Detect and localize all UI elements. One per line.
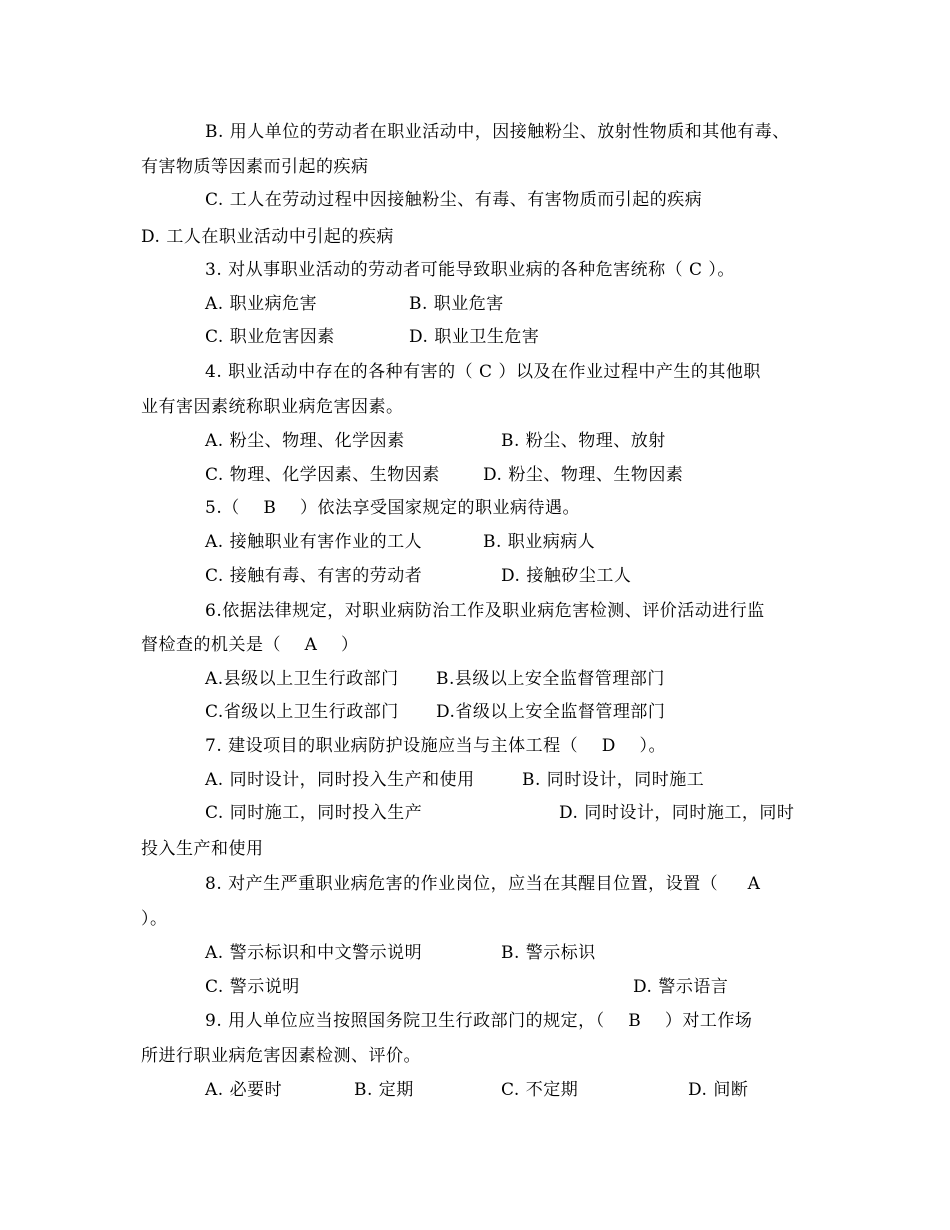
q9-question-line1: 9. 用人单位应当按照国务院卫生行政部门的规定，（ B ）对工作场 [205,1011,753,1031]
q3-option-c: C. 职业危害因素 [205,327,335,347]
q5-option-a: A. 接触职业有害作业的工人 [205,532,423,552]
q4-question-line2: 业有害因素统称职业病危害因素。 [141,397,404,417]
q8-question-line1: 8. 对产生严重职业病危害的作业岗位，应当在其醒目位置，设置（ A [205,874,761,894]
q7-question: 7. 建设项目的职业病防护设施应当与主体工程（ D ）。 [205,736,666,756]
q5-question: 5.（ B ）依法享受国家规定的职业病待遇。 [205,498,580,518]
q8-option-d: D. 警示语言 [633,977,729,997]
q4-option-b: B. 粉尘、物理、放射 [501,431,666,451]
q4-option-a: A. 粉尘、物理、化学因素 [205,431,405,451]
q7-option-a: A. 同时设计，同时投入生产和使用 [205,770,475,790]
q5-option-c: C. 接触有毒、有害的劳动者 [205,566,423,586]
q5-option-d: D. 接触矽尘工人 [501,566,632,586]
q6-option-b: B.县级以上安全监督管理部门 [436,669,665,689]
q6-option-a: A.县级以上卫生行政部门 [205,669,399,689]
q8-option-b: B. 警示标识 [501,943,596,963]
q6-question-line2: 督检查的机关是（ A ） [141,635,359,655]
q8-option-a: A. 警示标识和中文警示说明 [205,943,423,963]
q9-question-line2: 所进行职业病危害因素检测、评价。 [141,1046,421,1066]
q3-option-a: A. 职业病危害 [205,294,318,314]
q9-option-c: C. 不定期 [501,1080,579,1100]
q7-option-d-line2: 投入生产和使用 [141,839,264,859]
q4-option-d: D. 粉尘、物理、生物因素 [483,465,684,485]
q4-option-c: C. 物理、化学因素、生物因素 [205,465,440,485]
q7-option-b: B. 同时设计，同时施工 [522,770,705,790]
q8-option-c: C. 警示说明 [205,977,300,997]
q3-option-b: B. 职业危害 [409,294,504,314]
q7-option-d-line1: D. 同时设计，同时施工，同时 [559,803,795,823]
q5-option-b: B. 职业病病人 [483,532,596,552]
q2-option-c: C. 工人在劳动过程中因接触粉尘、有毒、有害物质而引起的疾病 [205,190,703,210]
q8-question-line2: ）。 [141,909,168,929]
q4-question-line1: 4. 职业活动中存在的各种有害的（ C ）以及在作业过程中产生的其他职 [205,362,761,382]
q2-option-b-line1: B. 用人单位的劳动者在职业活动中，因接触粉尘、放射性物质和其他有毒、 [205,122,790,142]
q3-option-d: D. 职业卫生危害 [409,327,540,347]
q3-question: 3. 对从事职业活动的劳动者可能导致职业病的各种危害统称（ C ）。 [205,260,735,280]
q9-option-a: A. 必要时 [205,1080,283,1100]
q6-option-d: D.省级以上安全监督管理部门 [436,702,666,722]
q6-option-c: C.省级以上卫生行政部门 [205,702,399,722]
q2-option-b-line2: 有害物质等因素而引起的疾病 [141,157,369,177]
q9-option-b: B. 定期 [354,1080,414,1100]
q9-option-d: D. 间断 [688,1080,749,1100]
q7-option-c: C. 同时施工，同时投入生产 [205,803,423,823]
q6-question-line1: 6.依据法律规定，对职业病防治工作及职业病危害检测、评价活动进行监 [205,601,765,621]
q2-option-d: D. 工人在职业活动中引起的疾病 [141,227,394,247]
